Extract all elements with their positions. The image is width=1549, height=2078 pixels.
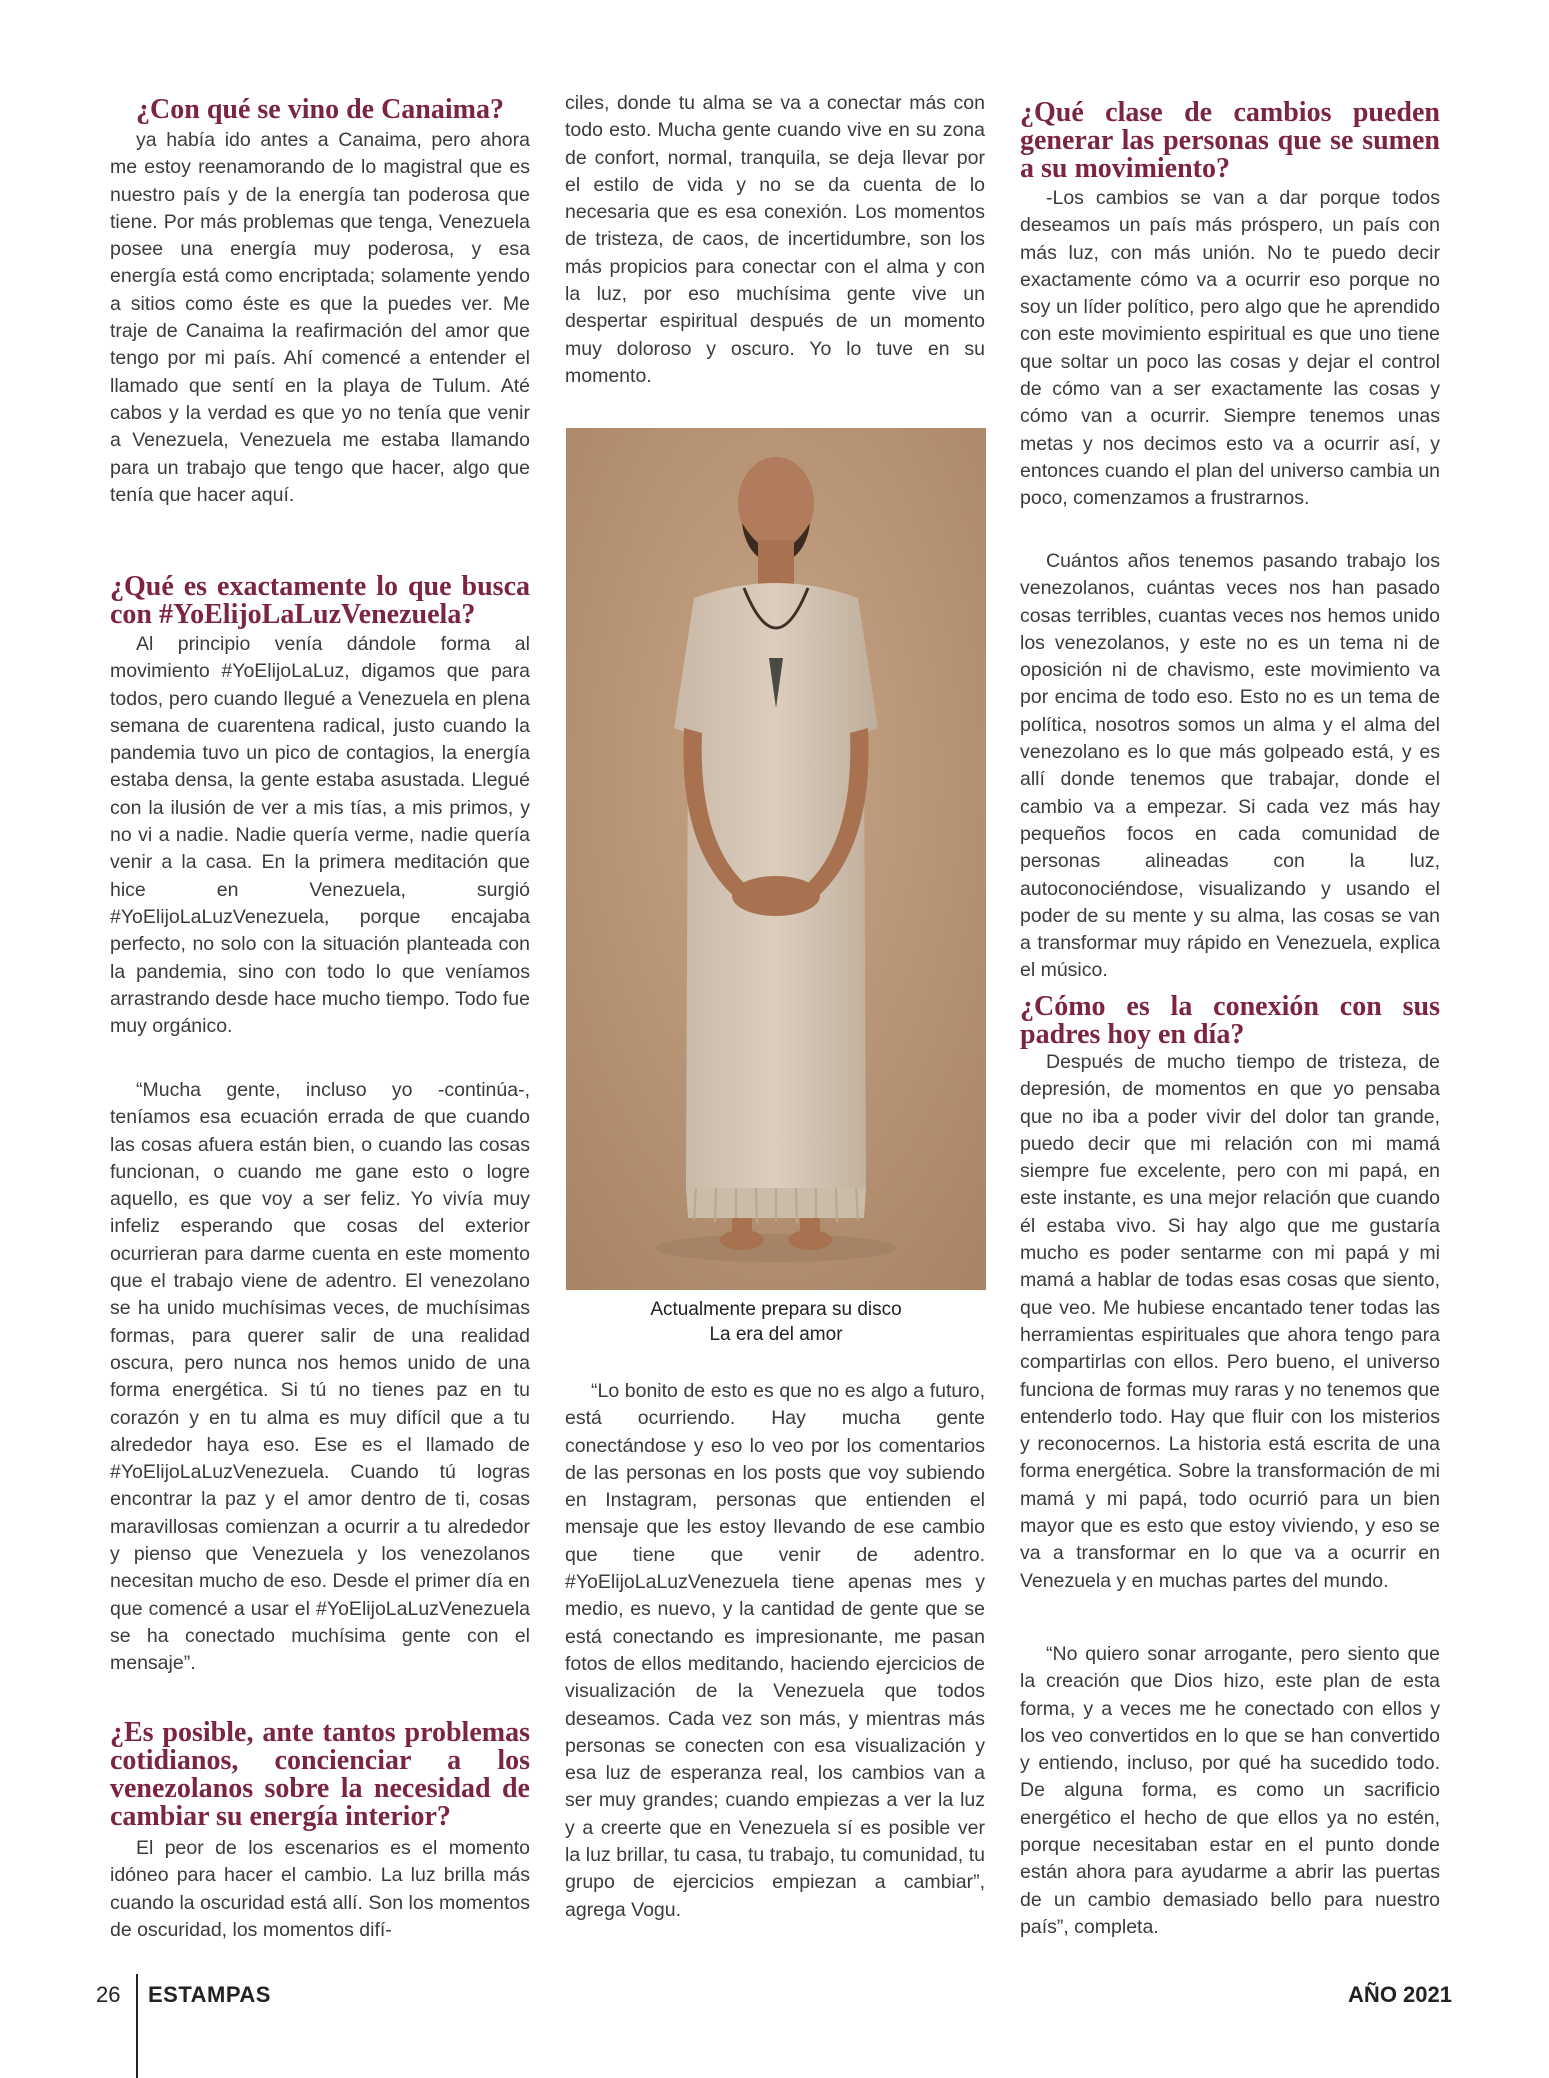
paragraph-mucha-gente: “Mucha gente, incluso yo -continúa-, teníamos esa ecuación errada de que cuando las cosas afuera están bien, o cuando las cosas funcionan, o cuando me gane esto o logre aquello, es que voy a ser feliz. Yo vivía muy infeliz esperando que cosas del exterior ocurrieran para darme cuenta en este momento que el trabajo viene de adentro. El venezolano se ha unido muchísimas veces, de muchísimas formas, para querer salir de una realidad oscura, pero nunca nos hemos unido de una forma energética. Si tú no tienes paz en tu corazón y en tu alma es muy difícil que a tu alrededor haya eso. Ese es el llamado de #YoElijoLaLuzVenezuela. Cuando tú logras encontrar la paz y el amor dentro de ti, cosas maravillosas comienzan a ocurrir a tu alrededor y pienso que Venezuela y los venezolanos necesitan mucho de eso. Desde el primer día en que comencé a usar el #YoElijoLaLuzVenezuela se ha conectado muchísima gente con el mensaje”. (110, 1079, 530, 1675)
heading-padres: ¿Cómo es la conexión con sus padres hoy en día? (1020, 991, 1440, 1050)
footer-divider (136, 1974, 138, 2078)
issue-year: AÑO 2021 (1348, 1982, 1452, 2007)
caption-line-2: La era del amor (709, 1324, 843, 1345)
magazine-name: ESTAMPAS (148, 1982, 271, 2007)
heading-es-posible: ¿Es posible, ante tantos problemas cotidianos, concienciar a los venezolanos sobre la necesidad de cambiar su energía interior? (110, 1717, 530, 1832)
photo-caption (566, 1297, 986, 1347)
paragraph-lo-bonito: “Lo bonito de esto es que no es algo a futuro, está ocurriendo. Hay mucha gente conectándose y eso lo veo por los comentarios de las personas en los posts que voy subiendo en Instagram, personas que entienden el mensaje que les estoy llevando de ese cambio que tiene que venir de adentro. #YoElijoLaLuzVenezuela tiene apenas mes y medio, es nuevo, y la cantidad de gente que se está conectando es impresionante, me pasan fotos de ellos meditando, haciendo ejercicios de visualización de la Venezuela que todos deseamos. Cada vez son más, y mientras más personas se conecten con esa visualización y esa luz de esperanza real, los cambios van a ser muy grandes; cuando empiezas a ver la luz y a creerte que en Venezuela sí es posible ver la luz brillar, tu casa, tu trabajo, tu comunidad, tu grupo de ejercicios empiezan a cambiar”, agrega Vogu. (565, 1380, 985, 1921)
paragraph-canaima: ya había ido antes a Canaima, pero ahora me estoy reenamorando de lo magistral que es nuestro país y de la energía tan poderosa que tiene. Por más problemas que tenga, Venezuela posee una energía muy poderosa, y esa energía está como encriptada; solamente yendo a sitios como éste es que la puedes ver. Me traje de Canaima la reafirmación del amor que tengo por mi país. Ahí comencé a entender el llamado que sentí en la playa de Tulum. Até cabos y la verdad es que yo no tenía que venir a Venezuela, Venezuela me estaba llamando para un trabajo que tengo que hacer, algo que tenía que hacer aquí. (110, 129, 530, 506)
page-number: 26 (96, 1982, 121, 2007)
heading-cambios: ¿Qué clase de cambios pueden generar las personas que se sumen a su movimiento? (1020, 97, 1440, 184)
portrait-photo (566, 428, 986, 1290)
paragraph-que-busca: Al principio venía dándole forma al movimiento #YoElijoLaLuz, digamos que para todos, pero cuando llegué a Venezuela en plena semana de cuarentena radical, justo cuando la pandemia tuvo un pico de contagios, la energía estaba densa, la gente estaba asustada. Llegué con la ilusión de ver a mis tías, a mis primos, y no vi a nadie. Nadie quería verme, nadie quería venir a la casa. En la primera meditación que hice en Venezuela, surgió #YoElijoLaLuzVenezuela, porque encajaba perfecto, no solo con la situación planteada con la pandemia, sino con todo lo que veníamos arrastrando desde hace mucho tiempo. Todo fue muy orgánico. (110, 633, 530, 1038)
paragraph-cuantos-anos: Cuántos años tenemos pasando trabajo los venezolanos, cuántas veces nos han pasado cosas terribles, cuantas veces nos hemos unido los venezolanos, y este no es un tema ni de oposición ni de chavismo, este movimiento va por encima de todo eso. Esto no es un tema de política, nosotros somos un alma y el alma del venezolano es lo que más golpeado está, y es allí donde tenemos que trabajar, donde el cambio va a empezar. Si cada vez más hay pequeños focos en cada comunidad de personas alineadas con la luz, autoconociéndose, visualizando y usando el poder de su mente y su alma, las cosas se van a transformar muy rápido en Venezuela, explica el músico. (1020, 550, 1440, 982)
heading-que-busca: ¿Qué es exactamente lo que busca con #YoElijoLaLuzVenezuela? (110, 571, 530, 630)
page-footer (0, 1982, 1549, 2042)
paragraph-padres: Después de mucho tiempo de tristeza, de depresión, de momentos en que yo pensaba que no iba a poder vivir del dolor tan grande, puedo decir que mi relación con mi mamá siempre fue excelente, pero con mi papá, en este instante, es una mejor relación que cuando él estaba vivo. Si hay algo que me gustaría mucho es poder sentarme con mi papá y mi mamá a hablar de todas esas cosas que siento, que veo. Me hubiese encantado tener todas las herramientas espirituales que ahora tengo para compartirlas con ellos. Pero bueno, el universo funciona de formas muy raras y no tenemos que entenderlo todo. Hay que fluir con los misterios y reconocernos. La historia está escrita de una forma energética. Sobre la transformación de mi mamá y mi papá, todo ocurrió para un bien mayor que es esto que estoy viviendo, y eso se va a transformar en lo que va a ocurrir en Venezuela y en muchas partes del mundo. (1020, 1051, 1440, 1592)
paragraph-no-quiero: “No quiero sonar arrogante, pero siento que la creación que Dios hizo, este plan de esta forma, y a veces me he conectado con ellos y los veo convertidos en lo que se han convertido y entiendo, incluso, por qué ha sucedido todo. De alguna forma, es como un sacrificio energético el hecho de que ellos ya no estén, porque necesitaban estar en el punto donde están ahora para ayudarme a abrir las puertas de un cambio demasiado bello para nuestro país”, completa. (1020, 1643, 1440, 1938)
paragraph-es-posible: El peor de los escenarios es el momento idóneo para hacer el cambio. La luz brilla más cuando la oscuridad está allí. Son los momentos de oscuridad, los momentos difí- (110, 1837, 530, 1941)
paragraph-cambios: -Los cambios se van a dar porque todos deseamos un país más próspero, un país con más luz, con más unión. No te puedo decir exactamente cómo va a ocurrir eso porque no soy un líder político, pero algo que he aprendido con este movimiento espiritual es que uno tiene que soltar un poco las cosas y dejar el control de cómo van a ser exactamente las cosas y cómo van a ocurrir. Siempre tenemos unas metas y nos decimos esto va a ocurrir así, y entonces cuando el plan del universo cambia un poco, comenzamos a frustrarnos. (1020, 187, 1440, 510)
paragraph-continuation: ciles, donde tu alma se va a conectar más con todo esto. Mucha gente cuando vive en su zona de confort, normal, tranquila, se deja llevar por el estilo de vida y no se da cuenta de lo necesaria que es esa conexión. Los momentos de tristeza, de caos, de incertidumbre, son los más propicios para conectar con el alma y con la luz, por eso muchísima gente vive un despertar espiritual después de un momento muy doloroso y oscuro. Yo lo tuve en su momento. (565, 92, 985, 387)
caption-line-1: Actualmente prepara su disco (650, 1299, 902, 1320)
portrait-illustration (566, 428, 986, 1290)
heading-canaima: ¿Con qué se vino de Canaima? (136, 94, 504, 125)
